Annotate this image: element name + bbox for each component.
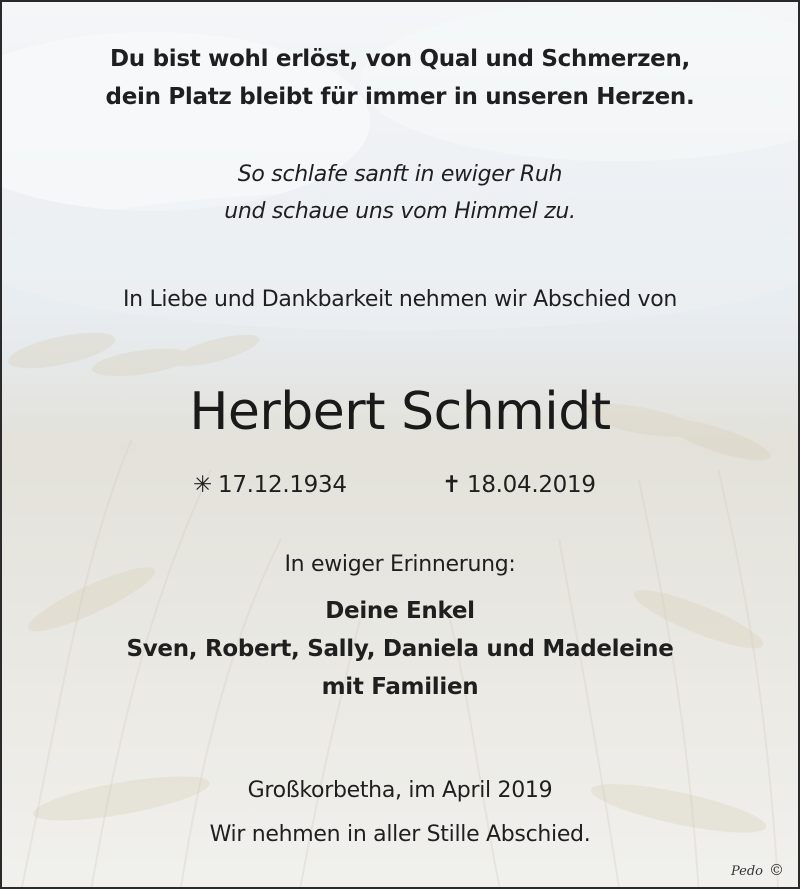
mourners-line-2: Sven, Robert, Sally, Daniela und Madeleine <box>126 636 674 662</box>
life-dates <box>2 472 798 504</box>
poem-line-1: So schlafe sanft in ewiger Ruh <box>237 162 563 187</box>
designer-signature <box>731 861 784 879</box>
copyright-symbol: © <box>769 861 784 879</box>
verse-line-1: Du bist wohl erlöst, von Qual und Schmerzen, <box>110 46 690 72</box>
deceased-name: Herbert Schmidt <box>189 382 611 442</box>
farewell-intro: In Liebe und Dankbarkeit nehmen wir Abschied von <box>122 287 678 312</box>
mourners-line-3: mit Familien <box>321 674 479 700</box>
death-date-group <box>442 472 596 498</box>
closing-note: Wir nehmen in aller Stille Abschied. <box>209 822 591 847</box>
place-and-date: Großkorbetha, im April 2019 <box>247 778 553 803</box>
birth-star-icon: ✳ <box>193 472 212 498</box>
verse-line-2: dein Platz bleibt für immer in unseren Herzen. <box>105 84 695 110</box>
mourners-line-1: Deine Enkel <box>325 598 475 624</box>
remembrance-heading: In ewiger Erinnerung: <box>284 552 516 577</box>
death-cross-icon: ✝ <box>442 472 461 498</box>
notice-content <box>2 2 798 887</box>
birth-date: 17.12.1934 <box>217 472 347 498</box>
poem-line-2: und schaue uns vom Himmel zu. <box>224 199 576 224</box>
death-date: 18.04.2019 <box>466 472 596 498</box>
birth-date-group <box>193 472 347 498</box>
signature-text: Pedo <box>730 864 763 879</box>
